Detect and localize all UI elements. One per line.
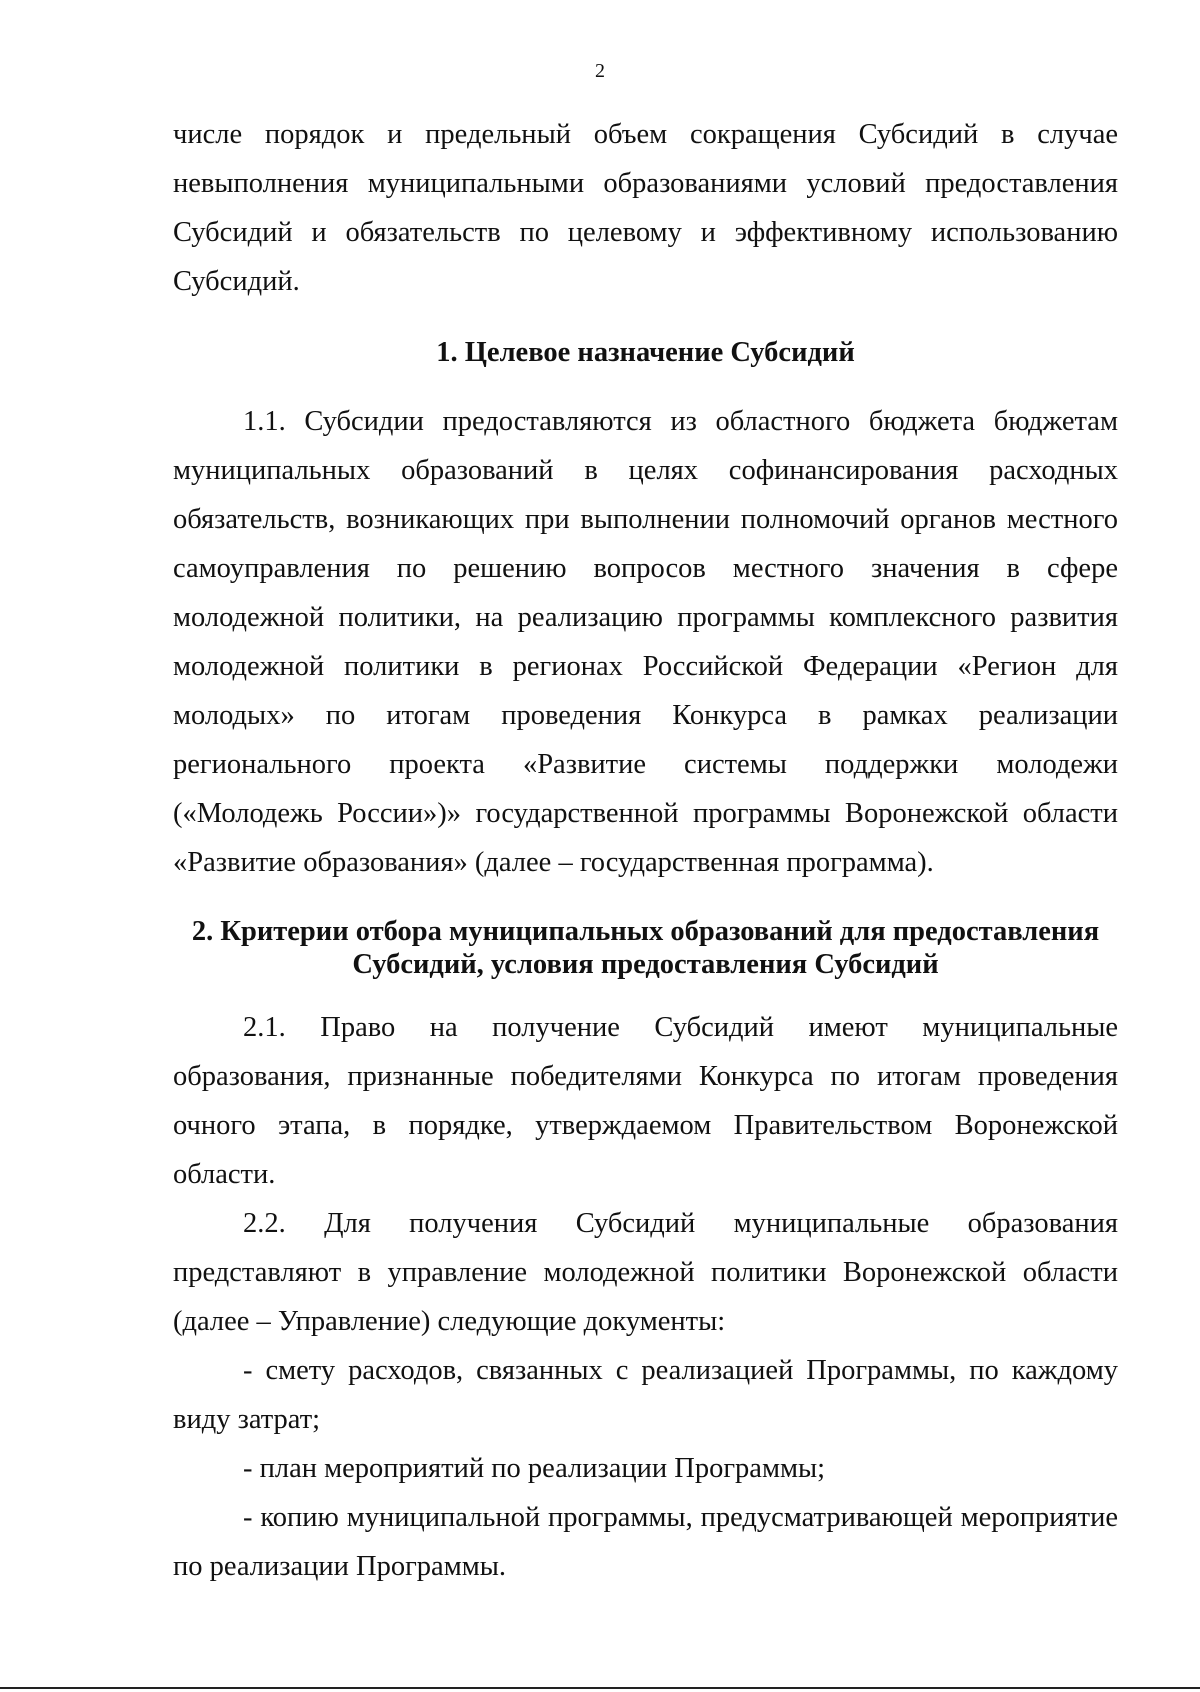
page-number: 2	[595, 60, 605, 82]
list-item-estimate: - смету расходов, связанных с реализацией Программы, по каждому виду затрат;	[173, 1355, 1118, 1435]
document-body	[173, 110, 1118, 1591]
paragraph-2-1: 2.1. Право на получение Субсидий имеют муниципальные образования, признанные победителями Конкурса по итогам проведения очного этапа, в порядке, утверждаемом Правительством Воронежской области.	[173, 1012, 1118, 1190]
section-2-heading	[173, 915, 1118, 981]
section-1-heading: 1. Целевое назначение Субсидий	[436, 337, 855, 368]
paragraph-1-1: 1.1. Субсидии предоставляются из областного бюджета бюджетам муниципальных образований в целях софинансирования расходных обязательств, возникающих при выполнении полномочий органов местного самоуправления по решению вопросов местного значения в сфере молодежной политики, на реализацию программы комплексного развития молодежной политики в регионах Российской Федерации «Регион для молодых» по итогам проведения Конкурса в рамках реализации регионального проекта «Развитие системы поддержки молодежи («Молодежь России»)» государственной программы Воронежской области «Развитие образования» (далее – государственная программа).	[173, 406, 1118, 878]
list-item-plan: - план мероприятий по реализации Программы;	[243, 1453, 826, 1484]
section-2-heading-line-1: 2. Критерии отбора муниципальных образований для предоставления	[191, 916, 1100, 947]
paragraph-2-2: 2.2. Для получения Субсидий муниципальные образования представляют в управление молодежной политики Воронежской области (далее – Управление) следующие документы:	[173, 1208, 1118, 1337]
intro-paragraph: числе порядок и предельный объем сокращения Субсидий в случае невыполнения муниципальными образованиями условий предоставления Субсидий и обязательств по целевому и эффективному использованию Субсидий.	[173, 119, 1118, 297]
list-item-program-copy: - копию муниципальной программы, предусматривающей мероприятие по реализации Программы.	[173, 1502, 1118, 1582]
section-2-heading-line-2: Субсидий, условия предоставления Субсидий	[352, 949, 939, 980]
page-bottom-divider	[0, 1687, 1200, 1689]
